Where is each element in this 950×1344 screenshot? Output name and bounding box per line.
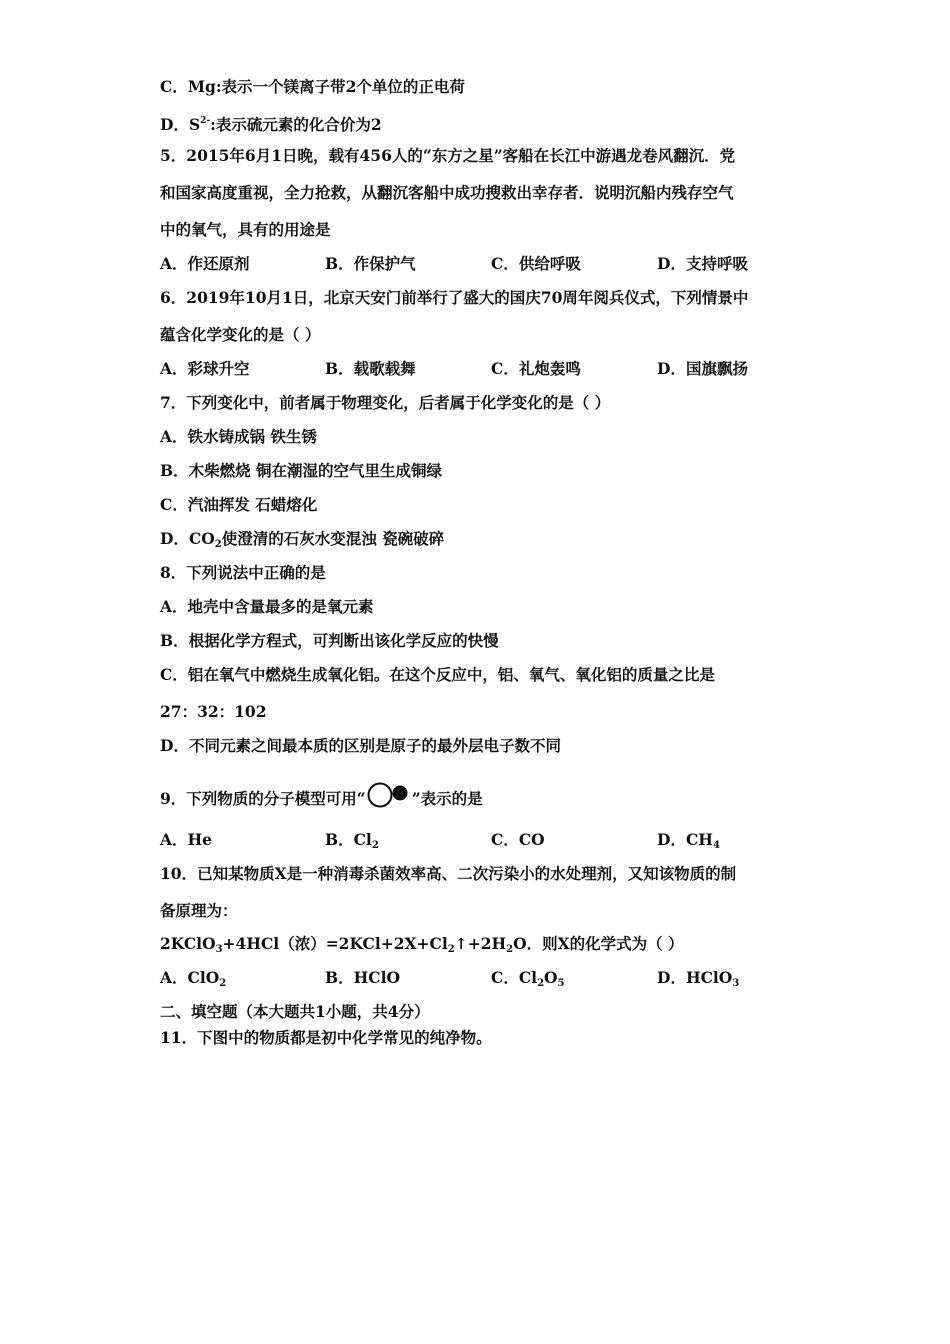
q5-option-c: C．供给呼吸 — [491, 254, 581, 273]
q6-option-b: B．载歌载舞 — [325, 359, 416, 378]
q5-stem-line3: 中的氧气，具有的用途是 — [160, 220, 331, 239]
q7-stem: 7．下列变化中，前者属于物理变化，后者属于化学变化的是（ ） — [160, 393, 611, 412]
molecule-model-icon — [366, 782, 412, 815]
q10-stem-line1: 10．已知某物质X是一种消毒杀菌效率高、二次污染小的水处理剂，又知该物质的制 — [160, 864, 737, 883]
q11-stem: 11．下图中的物质都是初中化学常见的纯净物。 — [160, 1028, 492, 1047]
q9-stem: 9．下列物质的分子模型可用“ ”表示的是 — [160, 782, 483, 815]
q9-option-c: C．CO — [491, 830, 545, 849]
q7-option-d: D．$CO_2$使澄清的石灰水变混浊 瓷碗破碎 — [160, 529, 445, 550]
q10-option-d: D．HClO$_3$ — [657, 968, 740, 989]
q9-option-d: D．$CH_4$ — [657, 830, 720, 851]
q10-option-a: A．ClO$_2$ — [160, 968, 227, 989]
q4-option-d: D．$S^{2-}$:表示硫元素的化合价为2 — [160, 115, 382, 134]
q5-option-a: A．作还原剂 — [160, 254, 250, 273]
q5-stem-line1: 5．2015年6月1日晚，载有456人的“东方之星”客船在长江中游遇龙卷风翻沉．党 — [160, 146, 736, 165]
q9-option-a: A．He — [160, 830, 213, 849]
q6-stem-line1: 6．2019年10月1日，北京天安门前举行了盛大的国庆70周年阅兵仪式，下列情景中 — [160, 288, 749, 307]
q10-option-b: B．HClO — [325, 968, 400, 987]
q6-option-a: A．彩球升空 — [160, 359, 250, 378]
q6-option-d: D．国旗飘扬 — [657, 359, 748, 378]
q7-option-c: C．汽油挥发 石蜡熔化 — [160, 495, 318, 514]
section-title: 二、填空题（本大题共1小题，共4分） — [160, 1002, 430, 1021]
q8-option-b: B．根据化学方程式，可判断出该化学反应的快慢 — [160, 631, 499, 650]
q8-stem: 8．下列说法中正确的是 — [160, 563, 326, 582]
q10-option-c: C．$Cl_2O_5$ — [491, 968, 565, 989]
q10-stem-line2: 备原理为： — [160, 901, 238, 920]
q7-option-a: A．铁水铸成锅 铁生锈 — [160, 427, 317, 446]
q5-option-b: B．作保护气 — [325, 254, 416, 273]
q9-option-b: B．$Cl_2$ — [325, 830, 379, 851]
q8-option-a: A．地壳中含量最多的是氧元素 — [160, 597, 374, 616]
q5-stem-line2: 和国家高度重视，全力抢救，从翻沉客船中成功搜救出幸存者．说明沉船内残存空气 — [160, 183, 734, 202]
q6-option-c: C．礼炮轰鸣 — [491, 359, 581, 378]
q10-equation: 2KClO$_3$+4HCl（浓）$=2KCl+2X+Cl_2↑+2H_2O$．则X的化学式为（ ） — [160, 934, 684, 955]
q6-stem-line2: 蕴含化学变化的是（ ） — [160, 325, 321, 344]
q8-option-d: D．不同元素之间最本质的区别是原子的最外层电子数不同 — [160, 736, 561, 755]
q4-option-c: C．Mg:表示一个镁离子带2个单位的正电荷 — [160, 77, 465, 96]
q8-option-c-ratio: 27：32：102 — [160, 702, 267, 721]
q7-option-b: B．木柴燃烧 铜在潮湿的空气里生成铜绿 — [160, 461, 442, 480]
q5-option-d: D．支持呼吸 — [657, 254, 748, 273]
q8-option-c: C．铝在氧气中燃烧生成氧化铝。在这个反应中，铝、氧气、氧化铝的质量之比是 — [160, 665, 715, 684]
